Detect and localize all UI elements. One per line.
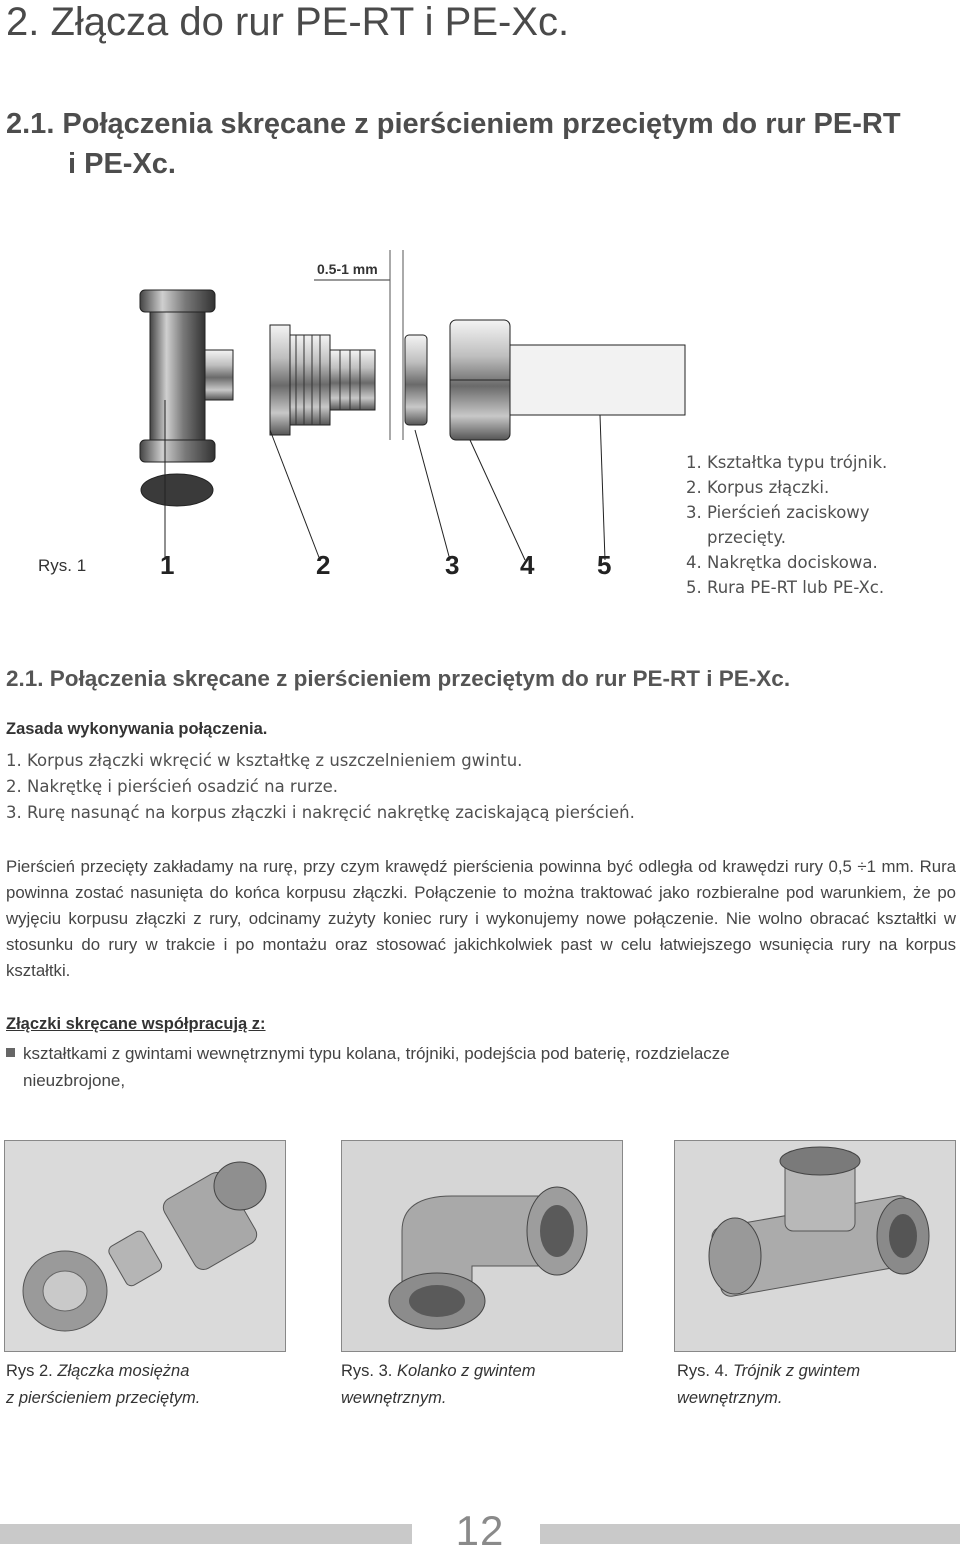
caption-text: Trójnik z gwintem xyxy=(732,1362,861,1380)
caption-number: Rys. 4. xyxy=(677,1362,729,1380)
footer-bar-left xyxy=(0,1524,412,1544)
section-heading xyxy=(6,104,960,184)
photo-tee xyxy=(674,1140,956,1352)
step-item: 3. Rurę nasunąć na korpus złączki i nakręcić nakrętkę zaciskającą pierścień. xyxy=(6,803,635,822)
section-heading-line1: 2.1. Połączenia skręcane z pierścieniem przeciętym do rur PE-RT xyxy=(6,108,901,140)
figure1-caption: Rys. 1 xyxy=(38,556,87,575)
step-item: 1. Korpus złączki wkręcić w kształtkę z uszczelnieniem gwintu. xyxy=(6,751,523,770)
caption-number: Rys 2. xyxy=(6,1362,53,1380)
bullet-item xyxy=(6,1040,946,1094)
caption-number: Rys. 3. xyxy=(341,1362,393,1380)
page-number: 12 xyxy=(455,1507,505,1554)
caption-text: Kolanko z gwintem xyxy=(396,1362,536,1380)
bullet-line2: nieuzbrojone, xyxy=(23,1071,126,1090)
part-number-5: 5 xyxy=(597,550,612,580)
legend-item: 5. Rura PE-RT lub PE-Xc. xyxy=(686,578,885,597)
legend-item: 2. Korpus złączki. xyxy=(686,478,830,497)
footer-bar-right xyxy=(540,1524,960,1544)
description-paragraph: Pierścień przecięty zakładamy na rurę, przy czym krawędź pierścienia powinna być odległa od krawędzi rury 0,5 ÷1 mm. Rura powinna zostać nasunięta do końca korpusu złączki. Połączenie to można traktować jako rozbieralne pod warunkiem, że po wyjęciu korpusu złączki z rury, odcinamy zużyty koniec rury i wykonujemy nowe połączenie. Nie wolno obracać kształtki w stosunku do rury w trakcie i po montażu oraz stosować jakichkolwiek past w celu łatwiejszego wsunięcia rury na korpus kształtki. xyxy=(6,857,956,980)
step-item: 2. Nakrętkę i pierścień osadzić na rurze. xyxy=(6,777,339,796)
part-number-1: 1 xyxy=(160,550,175,580)
part-number-4: 4 xyxy=(520,550,535,580)
part-number-3: 3 xyxy=(445,550,460,580)
page-title: 2. Złącza do rur PE-RT i PE-Xc. xyxy=(6,0,570,44)
fitting-assembly-drawing xyxy=(120,240,700,590)
bullet-square-icon xyxy=(6,1048,15,1057)
caption-text: z pierścieniem przeciętym. xyxy=(6,1389,201,1407)
steps-list xyxy=(6,748,635,826)
photo-elbow xyxy=(341,1140,623,1352)
photo-caption-3 xyxy=(341,1358,535,1412)
legend-item: przecięty. xyxy=(707,528,787,547)
photo-caption-4 xyxy=(677,1358,860,1412)
section-heading-line2: i PE-Xc. xyxy=(68,148,176,180)
subsection-heading: 2.1. Połączenia skręcane z pierścieniem przeciętym do rur PE-RT i PE-Xc. xyxy=(6,666,791,691)
dimension-label: 0.5-1 mm xyxy=(317,261,378,277)
caption-text: Złączka mosiężna xyxy=(57,1362,190,1380)
part-number-2: 2 xyxy=(316,550,331,580)
legend-item: 1. Kształtka typu trójnik. xyxy=(686,453,888,472)
figure1-legend xyxy=(686,450,887,600)
bullet-line1: kształtkami z gwintami wewnętrznymi typu kolana, trójniki, podejścia pod baterię, rozdzielacze xyxy=(23,1044,730,1063)
legend-item: 4. Nakrętka dociskowa. xyxy=(686,553,878,572)
photo-caption-2 xyxy=(6,1358,200,1412)
caption-text: wewnętrznym. xyxy=(341,1389,447,1407)
legend-item: 3. Pierścień zaciskowy xyxy=(686,503,870,522)
cooperation-title: Złączki skręcane współpracują z: xyxy=(6,1015,266,1033)
photo-brass-fitting xyxy=(4,1140,286,1352)
principle-title: Zasada wykonywania połączenia. xyxy=(6,720,268,738)
caption-text: wewnętrznym. xyxy=(677,1389,783,1407)
